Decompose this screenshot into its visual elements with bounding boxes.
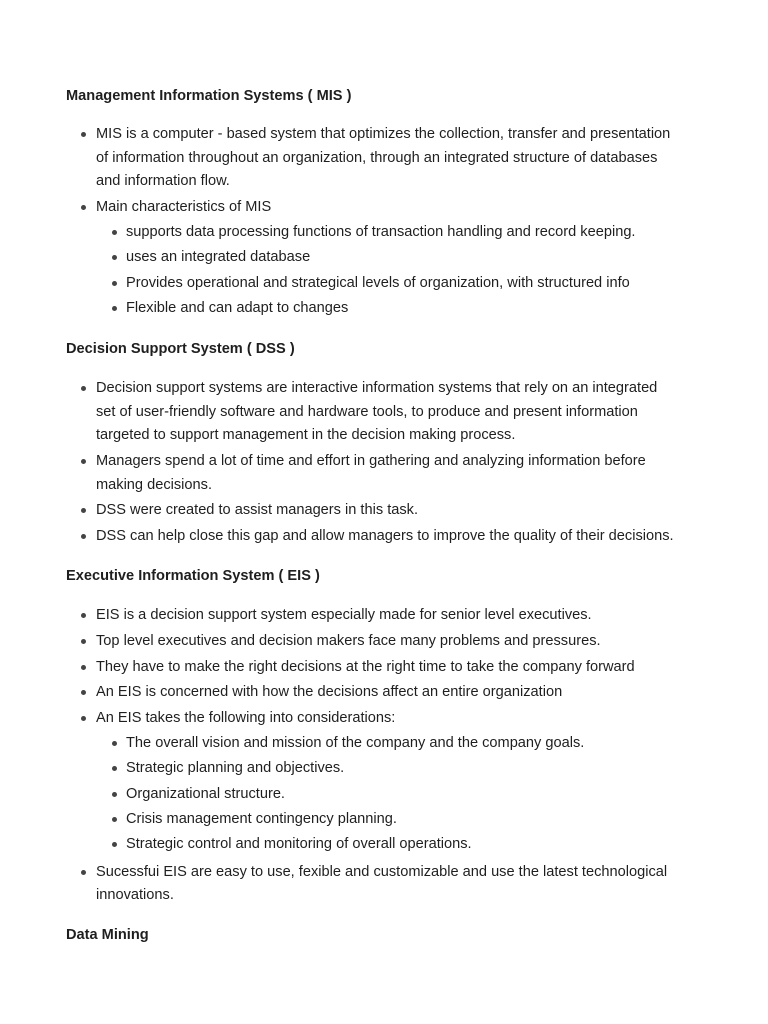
list-item-line: Managers spend a lot of time and effort in gathering and analyzing information before [96,453,646,469]
sub-bullet-icon [112,281,117,286]
bullet-icon [81,132,86,137]
sub-list-item: uses an integrated database [126,249,311,265]
sub-bullet-icon [112,766,117,771]
sub-list-item: Crisis management contingency planning. [126,811,397,827]
section-heading-dss: Decision Support System ( DSS ) [66,341,295,357]
bullet-icon [81,205,86,210]
sub-list-item: Organizational structure. [126,786,285,802]
list-item-line: targeted to support management in the decision making process. [96,427,516,443]
sub-list-item: Strategic planning and objectives. [126,760,345,776]
section-heading-data-mining: Data Mining [66,927,149,943]
sub-list-item: Flexible and can adapt to changes [126,300,349,316]
list-item-line: MIS is a computer - based system that optimizes the collection, transfer and presentation [96,126,671,142]
list-item-line: Main characteristics of MIS [96,199,272,215]
list-item-line: Sucessfui EIS are easy to use, fexible and customizable and use the latest technological [96,864,668,880]
bullet-icon [81,665,86,670]
list-item-line: set of user-friendly software and hardware tools, to produce and present information [96,404,638,420]
bullet-icon [81,459,86,464]
sub-bullet-icon [112,230,117,235]
sub-bullet-icon [112,842,117,847]
sub-list-item: supports data processing functions of transaction handling and record keeping. [126,224,636,240]
list-item-line: DSS can help close this gap and allow managers to improve the quality of their decisions. [96,528,674,544]
list-item-line: and information flow. [96,173,230,189]
sub-list-item: The overall vision and mission of the company and the company goals. [126,735,585,751]
sub-bullet-icon [112,792,117,797]
section-heading-eis: Executive Information System ( EIS ) [66,568,320,584]
list-item-line: Top level executives and decision makers face many problems and pressures. [96,633,601,649]
sub-bullet-icon [112,741,117,746]
list-item-line: making decisions. [96,477,212,493]
list-item-line: They have to make the right decisions at the right time to take the company forward [96,659,635,675]
sub-list-item: Provides operational and strategical levels of organization, with structured info [126,275,630,291]
sub-list-item: Strategic control and monitoring of overall operations. [126,836,472,852]
bullet-icon [81,716,86,721]
list-item-line: An EIS is concerned with how the decisions affect an entire organization [96,684,563,700]
list-item-line: innovations. [96,887,174,903]
list-item-line: An EIS takes the following into considerations: [96,710,396,726]
bullet-icon [81,508,86,513]
list-item-line: Decision support systems are interactive information systems that rely on an integrated [96,380,658,396]
list-item-line: EIS is a decision support system especially made for senior level executives. [96,607,592,623]
section-heading-mis: Management Information Systems ( MIS ) [66,88,352,104]
sub-bullet-icon [112,255,117,260]
bullet-icon [81,690,86,695]
list-item-line: DSS were created to assist managers in this task. [96,502,419,518]
bullet-icon [81,613,86,618]
bullet-icon [81,639,86,644]
sub-bullet-icon [112,817,117,822]
bullet-icon [81,386,86,391]
sub-bullet-icon [112,306,117,311]
bullet-icon [81,870,86,875]
bullet-icon [81,534,86,539]
list-item-line: of information throughout an organization, through an integrated structure of databases [96,150,658,166]
